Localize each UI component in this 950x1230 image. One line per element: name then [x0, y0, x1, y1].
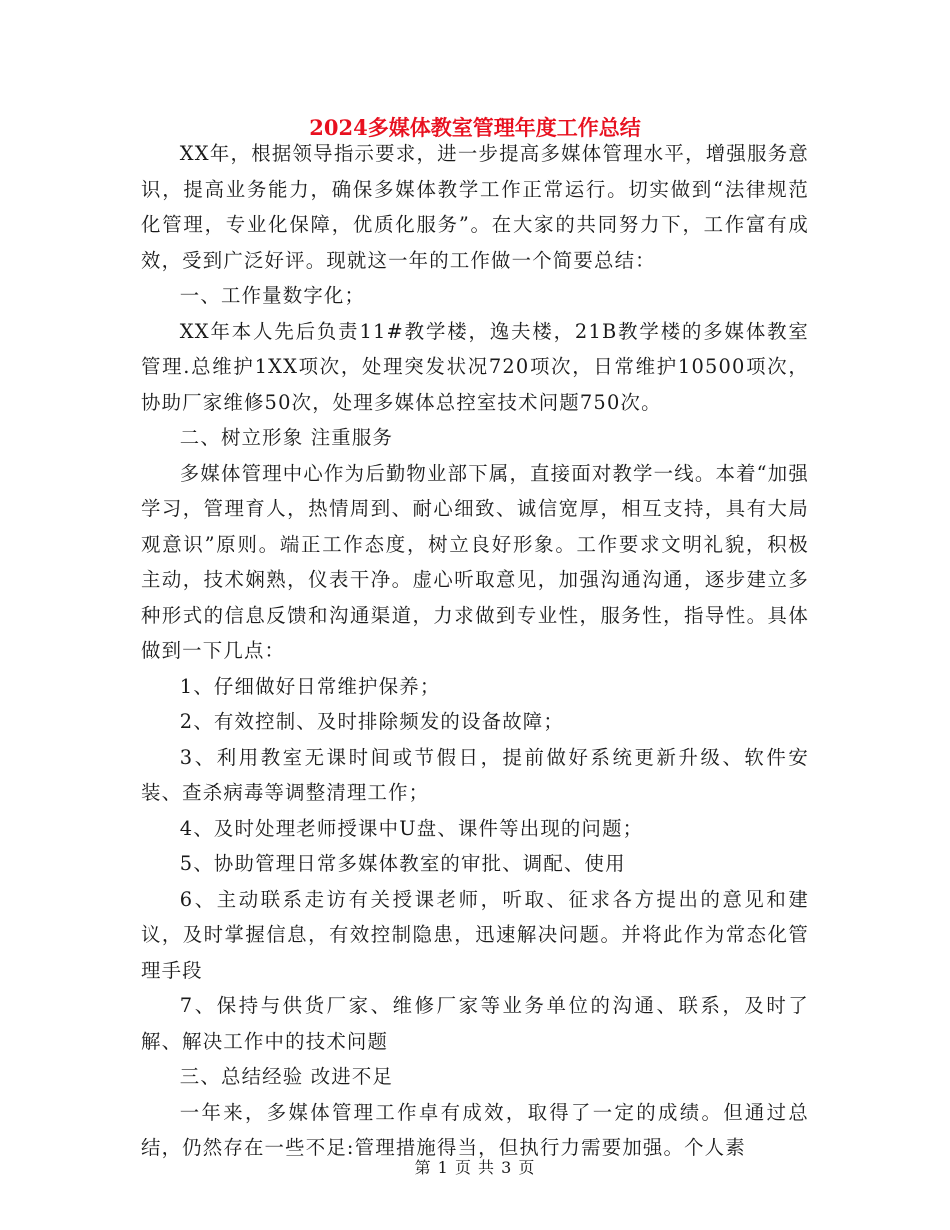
page-footer: 第 1 页 共 3 页 — [414, 1158, 536, 1177]
list-item-4: 4、及时处理老师授课中U盘、课件等出现的问题； — [179, 816, 644, 840]
section-heading-3: 三、总结经验 改进不足 — [179, 1065, 394, 1088]
section-heading-2: 二、树立形象 注重服务 — [179, 426, 394, 449]
list-item-3: 3、利用教室无课时间或节假日，提前做好系统更新升级、软件安装、查杀病毒等调整清理工作； — [141, 745, 809, 804]
list-item-2: 2、有效控制、及时排除频发的设备故障； — [179, 710, 564, 733]
list-item-7: 7、保持与供货厂家、维修厂家等业务单位的沟通、联系，及时了解、解决工作中的技术问题 — [141, 994, 809, 1053]
document-body — [141, 136, 809, 1166]
section-heading-1: 一、工作量数字化； — [179, 284, 366, 307]
list-item-1: 1、仔细做好日常维护保养； — [179, 674, 441, 698]
paragraph-intro: XX年，根据领导指示要求，进一步提高多媒体管理水平，增强服务意识，提高业务能力，确保多媒体教学工作正常运行。切实做到“法律规范化管理，专业化保障，优质化服务”。在大家的共同努力下，工作富有成效，受到广泛好评。现就这一年的工作做一个简要总结： — [141, 142, 809, 272]
paragraph-summary: 一年来，多媒体管理工作卓有成效，取得了一定的成绩。但通过总结，仍然存在一些不足:管理措施得当，但执行力需要加强。个人素 — [141, 1100, 809, 1159]
list-item-5: 5、协助管理日常多媒体教室的审批、调配、使用 — [179, 852, 626, 875]
paragraph-workload: XX年本人先后负责11#教学楼，逸夫楼，21B教学楼的多媒体教室管理.总维护1XX项次，处理突发状况720项次，日常维护10500项次，协助厂家维修50次，处理多媒体总控室技术问题750次。 — [141, 319, 809, 414]
paragraph-service: 多媒体管理中心作为后勤物业部下属，直接面对教学一线。本着“加强学习，管理育人，热情周到、耐心细致、诚信宽厚，相互支持，具有大局观意识”原则。端正工作态度，树立良好形象。工作要求文明礼貌，积极主动，技术娴熟，仪表干净。虚心听取意见，加强沟通沟通，逐步建立多种形式的信息反馈和沟通渠道，力求做到专业性，服务性，指导性。具体做到一下几点： — [141, 461, 809, 662]
list-item-6: 6、主动联系走访有关授课老师，听取、征求各方提出的意见和建议，及时掌握信息，有效控制隐患，迅速解决问题。并将此作为常态化管理手段 — [141, 887, 809, 982]
document-title: 2024多媒体教室管理年度工作总结 — [309, 115, 641, 140]
